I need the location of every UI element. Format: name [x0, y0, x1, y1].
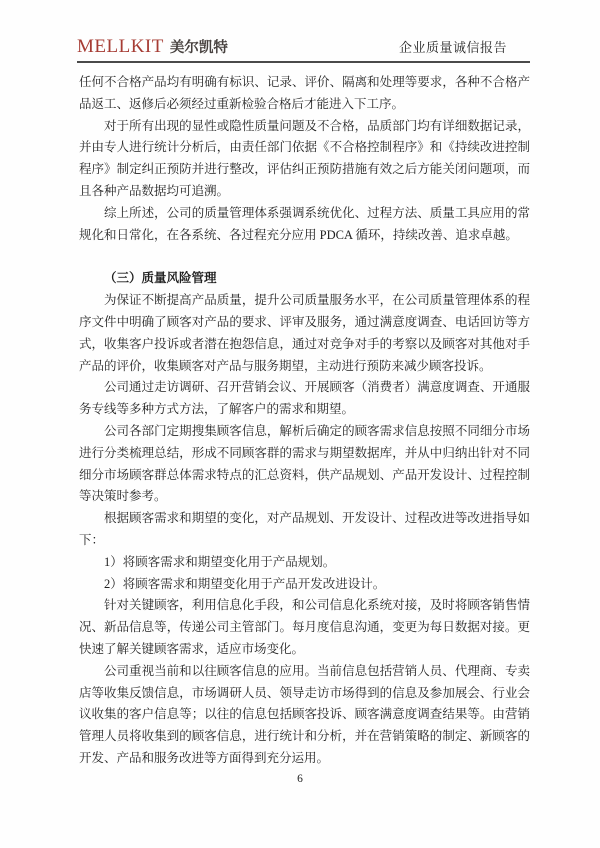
paragraph: 公司通过走访调研、召开营销会议、开展顾客（消费者）满意度调查、开通服务专线等多种方式方法，了解客户的需求和期望。	[79, 380, 530, 417]
paragraph: 任何不合格产品均有明确有标识、记录、评价、隔离和处理等要求，各种不合格产品返工、返修后必须经过重新检验合格后才能进入下工序。	[79, 75, 530, 111]
brand-logo-cn: 美尔凯特	[169, 40, 228, 56]
page-number: 6	[297, 773, 303, 785]
list-item: 2）将顾客需求和期望变化用于产品开发改进设计。	[104, 576, 386, 591]
paragraph: 公司重视当前和以往顾客信息的应用。当前信息包括营销人员、代理商、专卖店等收集反馈信息，市场调研人员、领导走访市场得到的信息及参加展会、行业会议收集的客户信息等；以往的信息包括顾客投诉、顾客满意度调查结果等。由营销管理人员将收集到的顾客信息，进行统计和分析，并在营销策略的制定、新顾客的开发、产品和服务改进等方面得到充分运用。	[79, 663, 530, 765]
paragraph: 针对关键顾客，利用信息化手段，和公司信息化系统对接，及时将顾客销售情况、新品信息等，传递公司主管部门。每月度信息沟通，变更为每日数据对接。更快速了解关键顾客需求，适应市场变化。	[79, 598, 530, 656]
paragraph: 综上所述，公司的质量管理体系强调系统优化、过程方法、质量工具应用的常规化和日常化，在各系统、各过程充分应用 PDCA 循环，持续改善、追求卓越。	[79, 205, 530, 242]
paragraph: 为保证不断提高产品质量，提升公司质量服务水平，在公司质量管理体系的程序文件中明确了顾客对产品的要求、评审及服务，通过满意度调查、电话回访等方式，收集客户投诉或者潜在抱怨信息，通过对竞争对手的考察以及顾客对其他对手产品的评价，收集顾客对产品与服务期望，主动进行预防来减少顾客投诉。	[79, 293, 530, 373]
section-heading: （三）质量风险管理	[104, 271, 217, 286]
list-item: 1）将顾客需求和期望变化用于产品规划。	[104, 554, 336, 569]
page-header	[77, 36, 530, 63]
paragraph: 对于所有出现的显性或隐性质量问题及不合格，品质部门均有详细数据记录，并由专人进行统计分析后，由责任部门依据《不合格控制程序》和《持续改进控制程序》制定纠正预防并进行整改，评估纠正预防措施有效之后方能关闭问题项，而且各种产品数据均可追溯。	[79, 118, 530, 198]
report-title: 企业质量诚信报告	[398, 40, 507, 55]
brand-logo-en: MELLKIT	[77, 36, 164, 57]
brand-logo	[77, 36, 228, 58]
paragraph: 公司各部门定期搜集顾客信息，解析后确定的顾客需求信息按照不同细分市场进行分类梳理总结，形成不同顾客群的需求与期望数据库，并从中归纳出针对不同细分市场顾客群总体需求特点的汇总资料，供产品规划、产品开发设计、过程控制等决策时参考。	[79, 423, 530, 504]
document-body	[79, 72, 530, 770]
paragraph: 根据顾客需求和期望的变化，对产品规划、开发设计、过程改进等改进指导如下：	[79, 511, 530, 547]
